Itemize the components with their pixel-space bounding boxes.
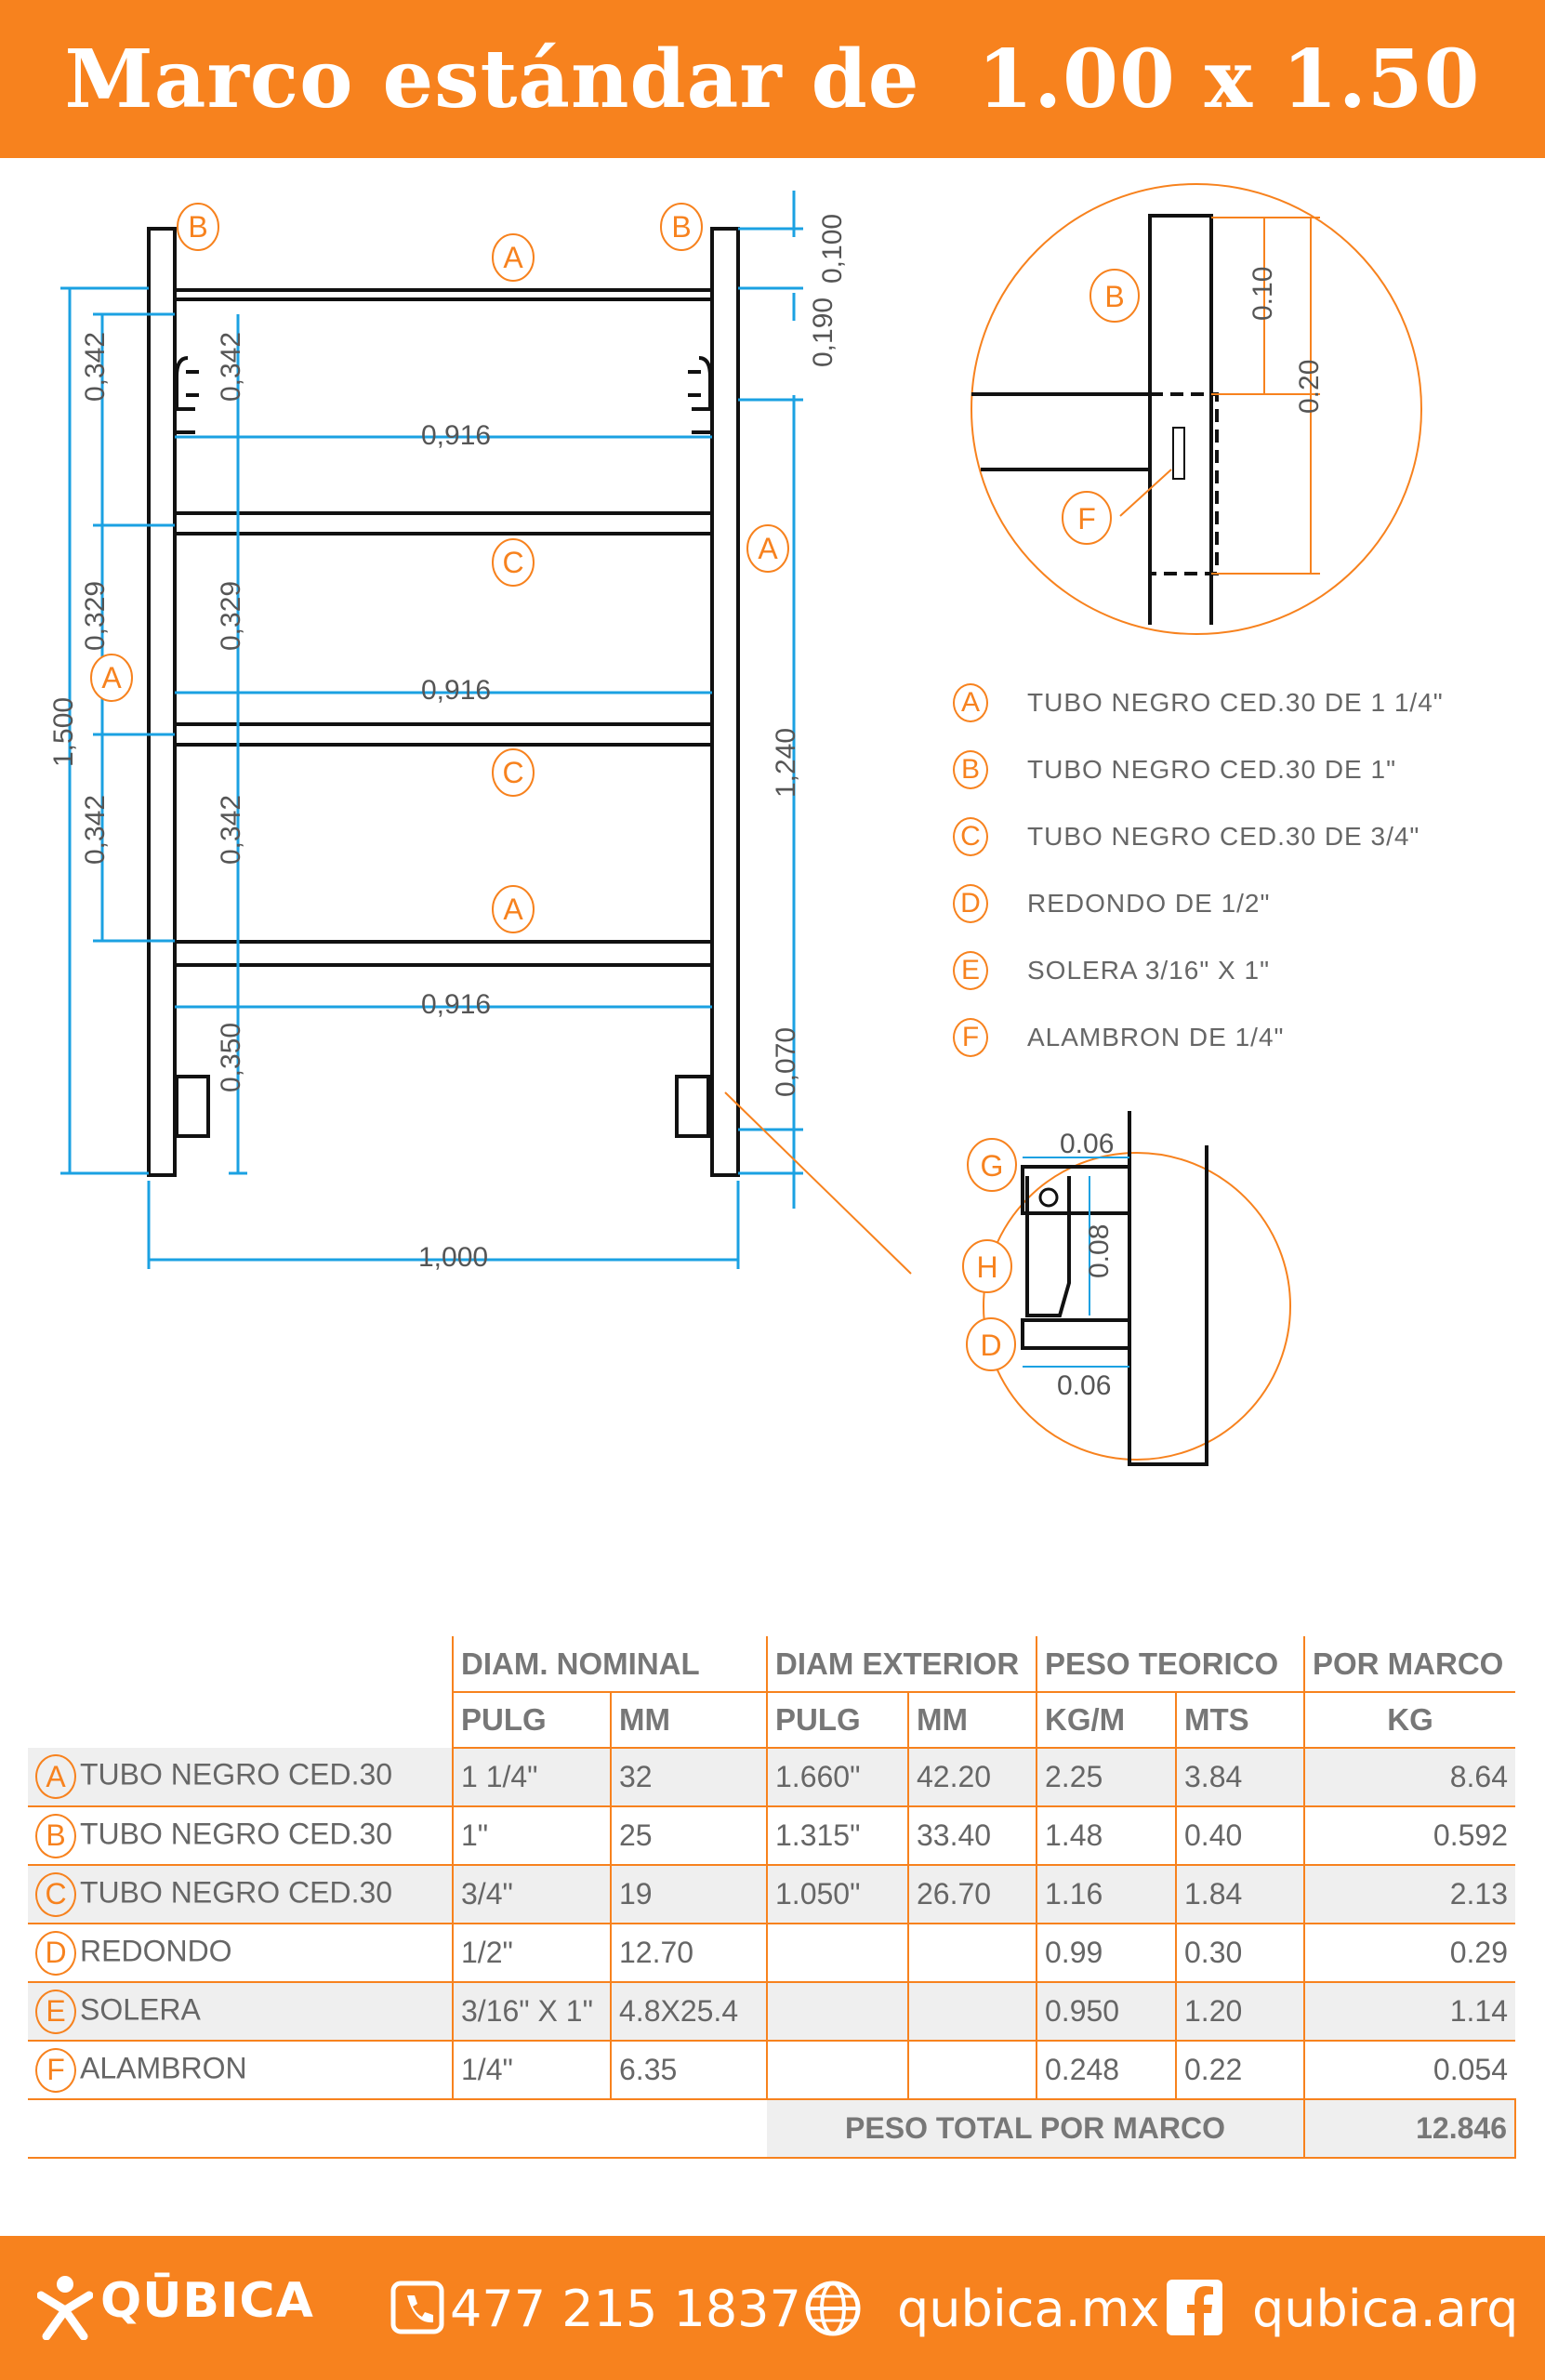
cell: 1/4"	[453, 2041, 611, 2099]
left-pin-bracket	[177, 1077, 208, 1136]
cell: 3/16" X 1"	[453, 1982, 611, 2041]
cell: 8.64	[1304, 1748, 1515, 1806]
phone-number[interactable]: 477 215 1837	[450, 2280, 801, 2338]
globe-icon	[804, 2280, 862, 2337]
cell: 33.40	[908, 1806, 1037, 1865]
cell: 1.050"	[767, 1865, 908, 1924]
subheader-kgm: KG/M	[1037, 1692, 1176, 1748]
material-legend	[953, 669, 1529, 1071]
table-row	[28, 1806, 1515, 1865]
table-row	[28, 1924, 1515, 1982]
cell	[767, 2041, 908, 2099]
callout-a-right: A	[758, 532, 778, 565]
row-name: SOLERA	[80, 1991, 201, 2026]
subheader-pulg: PULG	[767, 1692, 908, 1748]
dim-total-height: 1,500	[48, 696, 79, 767]
table-row	[28, 1982, 1515, 2041]
total-value: 12.846	[1304, 2099, 1515, 2158]
legend-item	[953, 1004, 1529, 1071]
left-hook	[177, 358, 199, 409]
dim-inner-0329: 0,329	[216, 580, 246, 651]
dimension-lines	[60, 191, 803, 1269]
legend-text: TUBO NEGRO CED.30 DE 1 1/4"	[1027, 688, 1444, 717]
dim-inner-0342-b: 0,342	[216, 794, 246, 865]
right-post	[712, 229, 738, 1175]
row-letter: F	[35, 2048, 76, 2093]
header-diam-exterior: DIAM EXTERIOR	[767, 1636, 1037, 1692]
cell: 4.8X25.4	[611, 1982, 767, 2041]
cell: 12.70	[611, 1924, 767, 1982]
dim-right-0100: 0,100	[817, 213, 848, 284]
legend-text: SOLERA 3/16" X 1"	[1027, 956, 1271, 985]
cell	[908, 2041, 1037, 2099]
detail-top-dim-020: 0.20	[1294, 359, 1325, 414]
cell: 6.35	[611, 2041, 767, 2099]
legend-item	[953, 937, 1529, 1004]
dim-width-3: 0,916	[421, 989, 492, 1020]
legend-letter: E	[953, 951, 988, 990]
footer-bar	[0, 2236, 1545, 2380]
dim-left-0342-a: 0,342	[80, 331, 111, 402]
table-group-header	[28, 1636, 1515, 1692]
detail-bottom-callout-h: H	[976, 1250, 998, 1284]
row-name: TUBO NEGRO CED.30	[80, 1816, 393, 1850]
cell: 2.25	[1037, 1748, 1176, 1806]
row-name: ALAMBRON	[80, 2050, 247, 2084]
person-logo-icon	[37, 2275, 93, 2340]
legend-text: ALAMBRON DE 1/4"	[1027, 1023, 1285, 1051]
legend-item	[953, 736, 1529, 803]
cell: 3/4"	[453, 1865, 611, 1924]
subheader-kg: KG	[1304, 1692, 1515, 1748]
callout-a-left: A	[101, 661, 122, 694]
detail-bottom-callout-g: G	[980, 1149, 1004, 1183]
dim-right-0190: 0,190	[808, 297, 839, 367]
cell: 0.99	[1037, 1924, 1176, 1982]
callout-a-top: A	[503, 241, 523, 274]
cell: 3.84	[1176, 1748, 1304, 1806]
legend-item	[953, 669, 1529, 736]
detail-top-dim-010: 0.10	[1248, 266, 1278, 321]
dim-right-1240: 1,240	[771, 727, 801, 798]
row-letter: C	[35, 1872, 76, 1917]
website-link[interactable]: qubica.mx	[897, 2280, 1160, 2338]
legend-text: REDONDO DE 1/2"	[1027, 889, 1271, 918]
detail-bottom-dim-bottom: 0.06	[1057, 1370, 1112, 1401]
table-row	[28, 1865, 1515, 1924]
cell: 1.48	[1037, 1806, 1176, 1865]
legend-letter: B	[953, 750, 988, 789]
header-por-marco: POR MARCO	[1304, 1636, 1515, 1692]
row-name: TUBO NEGRO CED.30	[80, 1874, 393, 1909]
cell: 1 1/4"	[453, 1748, 611, 1806]
cell: 1"	[453, 1806, 611, 1865]
cell: 0.054	[1304, 2041, 1515, 2099]
legend-letter: A	[953, 683, 988, 722]
cell: 1.20	[1176, 1982, 1304, 2041]
callout-c-1: C	[502, 546, 524, 579]
legend-text: TUBO NEGRO CED.30 DE 1"	[1027, 755, 1397, 784]
phone-icon	[390, 2281, 444, 2334]
cell: 1.14	[1304, 1982, 1515, 2041]
total-label: PESO TOTAL POR MARCO	[767, 2099, 1304, 2158]
subheader-pulg: PULG	[453, 1692, 611, 1748]
header-diam-nominal: DIAM. NOMINAL	[453, 1636, 767, 1692]
cell: 1.16	[1037, 1865, 1176, 1924]
detail-bottom	[725, 1092, 1290, 1464]
cell: 32	[611, 1748, 767, 1806]
cell: 1.660"	[767, 1748, 908, 1806]
rung-2	[175, 724, 712, 745]
dim-width-1: 0,916	[421, 420, 492, 451]
row-letter: E	[35, 1990, 76, 2034]
cell	[767, 1924, 908, 1982]
detail-bottom-dim-top: 0.06	[1060, 1129, 1115, 1159]
callout-a-rung: A	[503, 892, 523, 926]
brand-name: QŪBICA	[100, 2273, 314, 2329]
cell: 1.84	[1176, 1865, 1304, 1924]
callout-c-2: C	[502, 756, 524, 789]
materials-table	[28, 1636, 1516, 2159]
detail-top	[971, 184, 1421, 634]
cell: 26.70	[908, 1865, 1037, 1924]
row-name: TUBO NEGRO CED.30	[80, 1757, 393, 1792]
header-banner	[0, 0, 1545, 158]
callout-b-right: B	[671, 210, 692, 244]
cell	[908, 1982, 1037, 2041]
legend-letter: F	[953, 1018, 988, 1057]
subheader-mts: MTS	[1176, 1692, 1304, 1748]
cell: 42.20	[908, 1748, 1037, 1806]
detail-top-callout-f: F	[1077, 502, 1096, 536]
table-sub-header	[28, 1692, 1515, 1748]
facebook-icon	[1167, 2280, 1222, 2335]
frame-callouts	[91, 204, 788, 932]
legend-item	[953, 803, 1529, 870]
legend-letter: D	[953, 884, 988, 923]
dim-inner-0342-a: 0,342	[216, 331, 246, 402]
cell: 0.29	[1304, 1924, 1515, 1982]
row-letter: A	[35, 1754, 76, 1799]
total-row	[28, 2099, 1515, 2158]
rung-1	[175, 513, 712, 534]
subheader-mm: MM	[611, 1692, 767, 1748]
row-letter: D	[35, 1931, 76, 1976]
dim-left-0342-b: 0,342	[80, 794, 111, 865]
header-peso-teorico: PESO TEORICO	[1037, 1636, 1304, 1692]
legend-letter: C	[953, 817, 988, 856]
right-hook	[688, 358, 710, 409]
dim-inner-0350: 0,350	[216, 1022, 246, 1092]
table-row	[28, 1748, 1515, 1806]
callout-b-left: B	[188, 210, 208, 244]
row-name: REDONDO	[80, 1933, 232, 1967]
cell: 0.22	[1176, 2041, 1304, 2099]
top-rail	[175, 290, 712, 299]
detail-top-callout-b: B	[1104, 280, 1125, 313]
legend-text: TUBO NEGRO CED.30 DE 3/4"	[1027, 822, 1420, 851]
table-row	[28, 2041, 1515, 2099]
cell: 0.40	[1176, 1806, 1304, 1865]
cell: 2.13	[1304, 1865, 1515, 1924]
legend-item	[953, 870, 1529, 937]
cell: 0.592	[1304, 1806, 1515, 1865]
cell	[767, 1982, 908, 2041]
dim-total-width: 1,000	[418, 1242, 489, 1273]
dim-width-2: 0,916	[421, 675, 492, 706]
cell	[908, 1924, 1037, 1982]
detail-bottom-dim-mid: 0.08	[1084, 1223, 1115, 1278]
row-letter: B	[35, 1814, 76, 1858]
cell: 1.315"	[767, 1806, 908, 1865]
rung-3	[175, 942, 712, 965]
right-pin-bracket	[677, 1077, 708, 1136]
dim-left-0329: 0,329	[80, 580, 111, 651]
cell: 0.950	[1037, 1982, 1176, 2041]
dim-right-0070: 0,070	[771, 1026, 801, 1097]
cell: 25	[611, 1806, 767, 1865]
page-title: Marco estándar de 1.00 x 1.50	[64, 32, 1481, 126]
left-post	[149, 229, 175, 1175]
cell: 19	[611, 1865, 767, 1924]
cell: 0.248	[1037, 2041, 1176, 2099]
subheader-mm: MM	[908, 1692, 1037, 1748]
facebook-handle[interactable]: qubica.arq	[1252, 2280, 1519, 2338]
detail-bottom-callout-d: D	[980, 1329, 1002, 1362]
cell: 1/2"	[453, 1924, 611, 1982]
cell: 0.30	[1176, 1924, 1304, 1982]
